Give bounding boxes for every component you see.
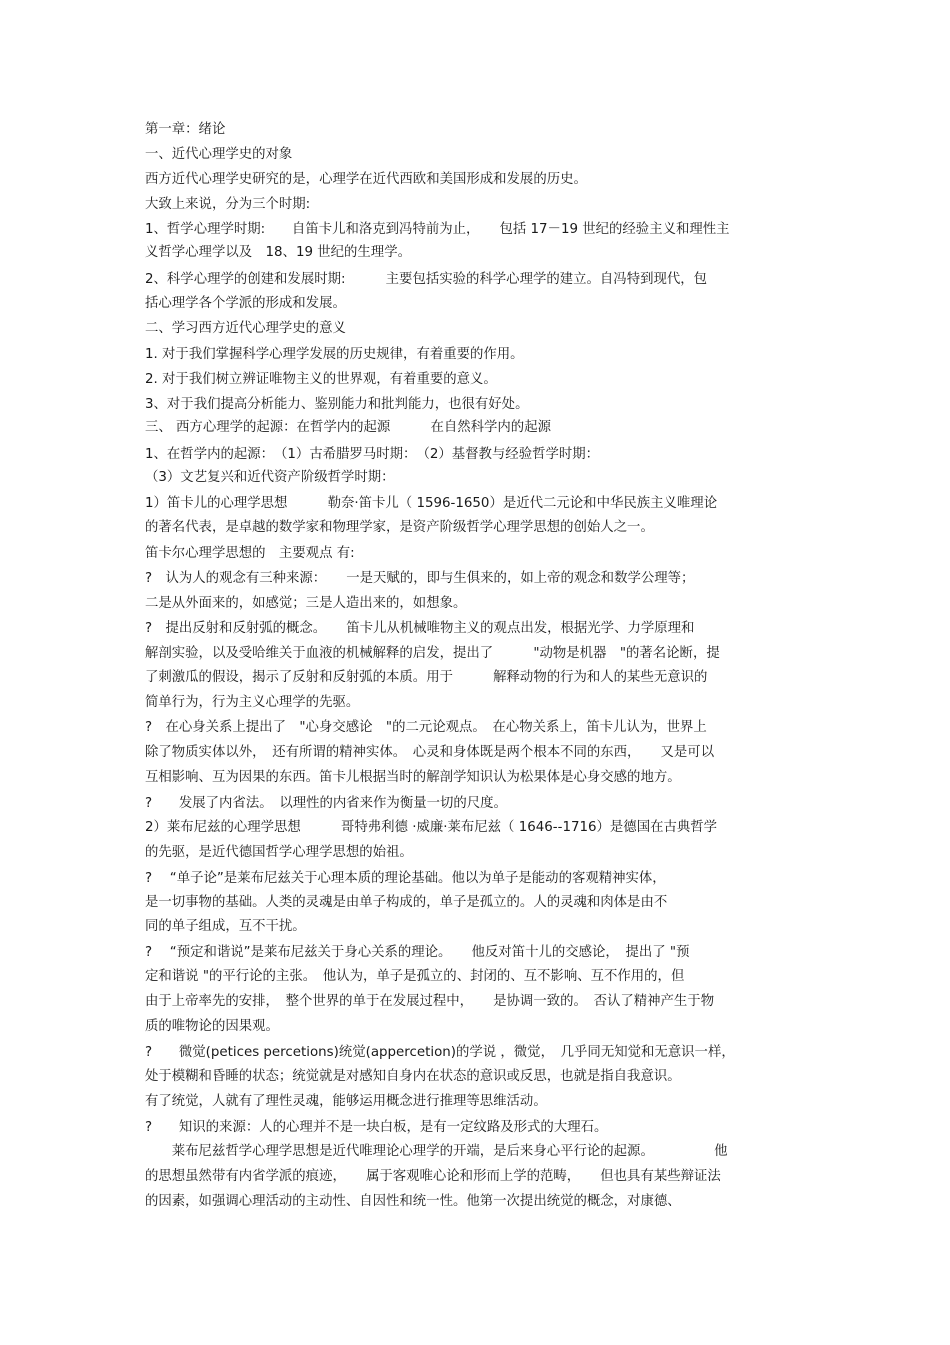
text-line: 3、对于我们提高分析能力、鉴别能力和批判能力，也很有好处。 <box>145 397 529 412</box>
text-line: 1）笛卡儿的心理学思想 勒奈·笛卡儿（ 1596-1650）是近代二元论和中华民族主义唯理论 <box>145 496 718 511</box>
text-line: 由于上帝率先的安排， 整个世界的单于在发展过程中， 是协调一致的。 否认了精神产生于物 <box>145 994 715 1009</box>
text-line: 莱布尼兹哲学心理学思想是近代唯理论心理学的开端，是后来身心平行论的起源。 他 <box>145 1144 728 1159</box>
text-line: 的思想虽然带有内省学派的痕迹， 属于客观唯心论和形而上学的范畴， 但也具有某些辩证法 <box>145 1169 721 1184</box>
text-line: 1、哲学心理学时期: 自笛卡儿和洛克到冯特前为止， 包括 17－19 世纪的经验主义和理性主 <box>145 222 730 237</box>
text-line: 大致上来说，分为三个时期: <box>145 197 311 212</box>
chapter-title: 第一章：绪论 <box>145 122 226 137</box>
text-line: 二是从外面来的，如感觉；三是人造出来的，如想象。 <box>145 596 467 611</box>
text-line: ? 认为人的观念有三种来源： 一是天赋的，即与生俱来的，如上帝的观念和数学公理等； <box>145 571 695 586</box>
text-line: 西方近代心理学史研究的是，心理学在近代西欧和美国形成和发展的历史。 <box>145 172 587 187</box>
text-line: （3）文艺复兴和近代资产阶级哲学时期： <box>145 470 395 485</box>
text-line: 2）莱布尼兹的心理学思想 哥特弗利德 ·威廉·莱布尼兹（ 1646--1716）是德国在古典哲学 <box>145 820 718 835</box>
text-line: 2. 对于我们树立辨证唯物主义的世界观，有着重要的意义。 <box>145 372 497 387</box>
text-line: 简单行为，行为主义心理学的先驱。 <box>145 695 360 710</box>
text-line: ? 发展了内省法。 以理性的内省来作为衡量一切的尺度。 <box>145 796 507 811</box>
text-line: 2、科学心理学的创建和发展时期: 主要包括实验的科学心理学的建立。自冯特到现代，包 <box>145 272 708 287</box>
text-line: ? 在心身关系上提出了 "心身交感论 "的二元论观点。 在心物关系上，笛卡儿认为，世界上 <box>145 720 707 735</box>
text-line: 的著名代表，是卓越的数学家和物理学家，是资产阶级哲学心理学思想的创始人之一。 <box>145 520 654 535</box>
text-line: 同的单子组成，互不干扰。 <box>145 919 306 934</box>
text-line: 除了物质实体以外， 还有所谓的精神实体。 心灵和身体既是两个根本不同的东西， 又是可以 <box>145 745 715 760</box>
text-line: 的先驱，是近代德国哲学心理学思想的始祖。 <box>145 845 413 860</box>
text-line: 是一切事物的基础。人类的灵魂是由单子构成的，单子是孤立的。人的灵魂和肉体是由不 <box>145 895 668 910</box>
text-line: 义哲学心理学以及 18、19 世纪的生理学。 <box>145 245 411 260</box>
section-heading: 一、近代心理学史的对象 <box>145 147 293 162</box>
text-line: ? 提出反射和反射弧的概念。 笛卡儿从机械唯物主义的观点出发，根据光学、力学原理和 <box>145 621 695 636</box>
text-line: 质的唯物论的因果观。 <box>145 1019 279 1034</box>
text-line: 括心理学各个学派的形成和发展。 <box>145 296 346 311</box>
section-heading: 三、 西方心理学的起源：在哲学内的起源 在自然科学内的起源 <box>145 420 551 435</box>
section-heading: 二、学习西方近代心理学史的意义 <box>145 321 346 336</box>
text-line: 1. 对于我们掌握科学心理学发展的历史规律，有着重要的作用。 <box>145 347 524 362</box>
text-line: ? “单子论”是莱布尼兹关于心理本质的理论基础。他以为单子是能动的客观精神实体， <box>145 871 666 886</box>
text-line: 有了统觉，人就有了理性灵魂，能够运用概念进行推理等思维活动。 <box>145 1094 547 1109</box>
text-line: 互相影响、互为因果的东西。笛卡儿根据当时的解剖学知识认为松果体是心身交感的地方。 <box>145 770 681 785</box>
text-line: 的因素，如强调心理活动的主动性、自因性和统一性。他第一次提出统觉的概念，对康德、 <box>145 1194 681 1209</box>
text-line: 解剖实验，以及受哈维关于血液的机械解释的启发，提出了 "动物是机器 "的著名论断，提 <box>145 646 720 661</box>
text-line: 定和谐说 "的平行论的主张。 他认为，单子是孤立的、封闭的、互不影响、互不作用的，但 <box>145 969 685 984</box>
text-line: 1、在哲学内的起源： （1）古希腊罗马时期： （2）基督教与经验哲学时期： <box>145 447 600 462</box>
text-line: 处于模糊和昏睡的状态；统觉就是对感知自身内在状态的意识或反思，也就是指自我意识。 <box>145 1069 681 1084</box>
text-line: 了刺激瓜的假设，揭示了反射和反射弧的本质。用于 解释动物的行为和人的某些无意识的 <box>145 670 708 685</box>
text-line: 笛卡尔心理学思想的 主要观点 有: <box>145 546 355 561</box>
text-line: ? 知识的来源：人的心理并不是一块白板，是有一定纹路及形式的大理石。 <box>145 1120 608 1135</box>
text-line: ? “预定和谐说”是莱布尼兹关于身心关系的理论。 他反对笛十儿的交感论， 提出了 "预 <box>145 945 690 960</box>
text-line: ? 微觉(petices percetions)统觉(appercetion)的学说 ，微觉， 几乎同无知觉和无意识一样， <box>145 1045 735 1060</box>
